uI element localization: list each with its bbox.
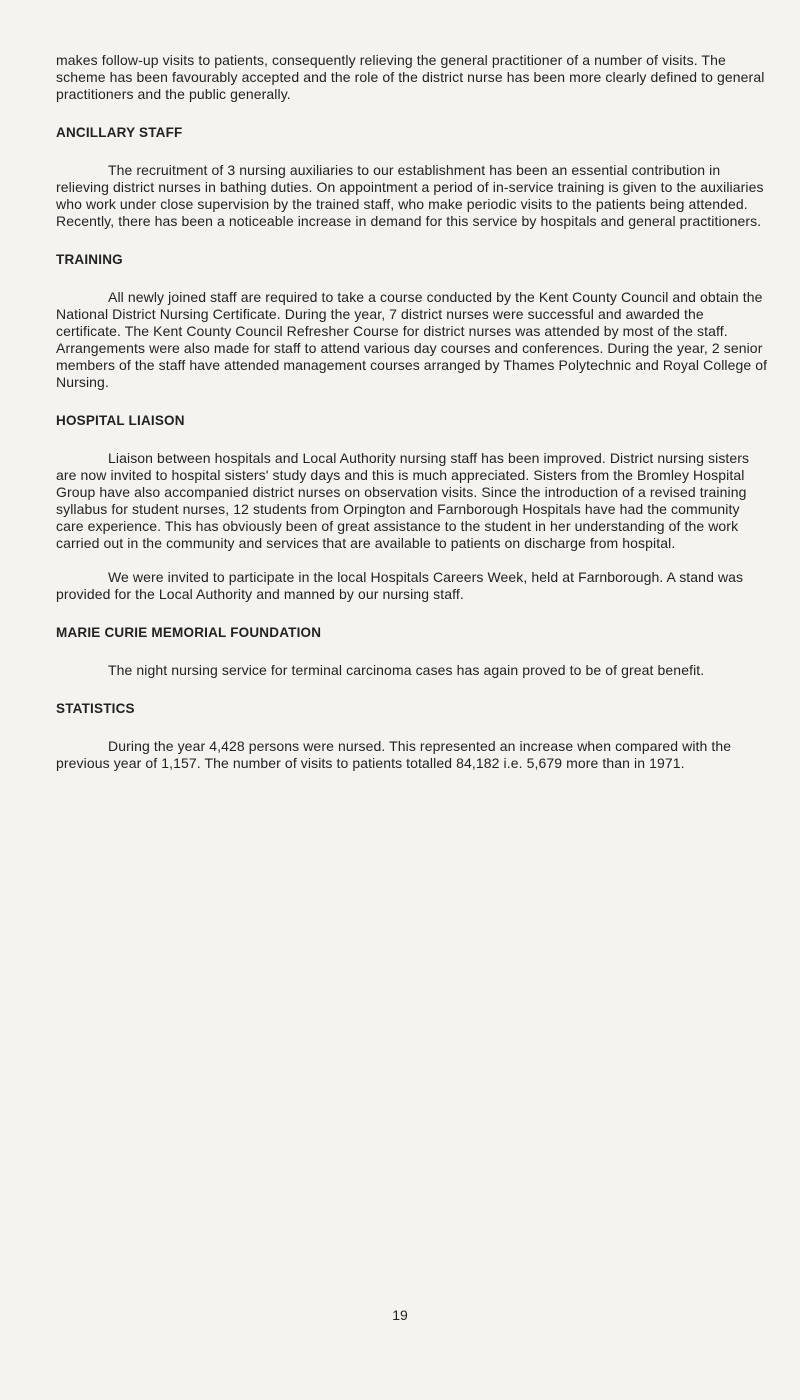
page-number: 19 [392, 1307, 408, 1323]
document-page [56, 52, 768, 772]
training-paragraph: All newly joined staff are required to take a course conducted by the Kent County Council and obtain the National District Nursing Certificate. During the year, 7 district nurses were successful and awarded the certificate. The Kent County Council Refresher Course for district nurses was attended by most of the staff. Arrangements were also made for staff to attend various day courses and conferences. During the year, 2 senior members of the staff have attended management courses arranged by Thames Polytechnic and Royal College of Nursing. [56, 289, 768, 390]
statistics-heading: STATISTICS [56, 701, 135, 716]
hospital-liaison-paragraph-1: Liaison between hospitals and Local Authority nursing staff has been improved. District nursing sisters are now invited to hospital sisters' study days and this is much appreciated. Sisters from the Bromley Hospital Group have also accompanied district nurses on observation visits. Since the introduction of a revised training syllabus for student nurses, 12 students from Orpington and Farnborough Hospitals have had the community care experience. This has obviously been of great assistance to the student in her understanding of the work carried out in the community and services that are available to patients on discharge from hospital. [56, 450, 750, 551]
hospital-liaison-paragraph-2: We were invited to participate in the local Hospitals Careers Week, held at Farnborough. A stand was provided for the Local Authority and manned by our nursing staff. [56, 569, 744, 602]
marie-curie-heading: MARIE CURIE MEMORIAL FOUNDATION [56, 625, 322, 640]
marie-curie-paragraph: The night nursing service for terminal carcinoma cases has again proved to be of great benefit. [108, 662, 705, 678]
hospital-liaison-heading: HOSPITAL LIAISON [56, 413, 185, 428]
ancillary-staff-heading: ANCILLARY STAFF [56, 125, 183, 140]
statistics-paragraph: During the year 4,428 persons were nursed. This represented an increase when compared with the previous year of 1,157. The number of visits to patients totalled 84,182 i.e. 5,679 more than in 1971. [56, 738, 732, 771]
ancillary-staff-paragraph: The recruitment of 3 nursing auxiliaries to our establishment has been an essential contribution in relieving district nurses in bathing duties. On appointment a period of in-service training is given to the auxiliaries who work under close supervision by the trained staff, who make periodic visits to the patients being attended. Recently, there has been a noticeable increase in demand for this service by hospitals and general practitioners. [56, 162, 764, 229]
training-heading: TRAINING [56, 252, 123, 267]
intro-paragraph: makes follow-up visits to patients, consequently relieving the general practitioner of a number of visits. The scheme has been favourably accepted and the role of the district nurse has been more clearly defined to general practitioners and the public generally. [56, 52, 765, 102]
